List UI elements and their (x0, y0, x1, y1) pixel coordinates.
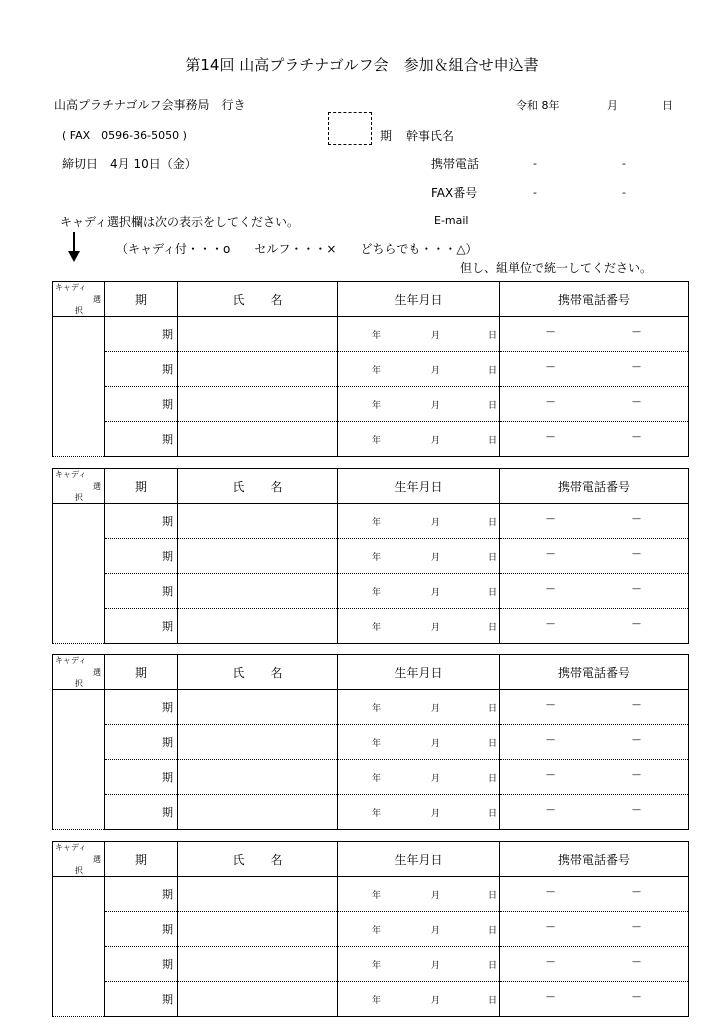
tel-dash-1: — (546, 549, 555, 559)
name-header-2: 名 (270, 852, 283, 867)
fax-dash-2: - (622, 186, 626, 199)
tel-dash-1: — (546, 957, 555, 967)
day-suffix: 日 (488, 891, 498, 901)
month-suffix: 月 (431, 436, 441, 446)
caddy-header-2: 選 (93, 295, 101, 304)
caddy-header-3: 択 (75, 493, 83, 502)
table-row (53, 947, 689, 982)
name-cell[interactable] (178, 795, 338, 830)
month-suffix: 月 (431, 926, 441, 936)
mobile-dash-1: - (533, 157, 537, 170)
month-suffix: 月 (431, 739, 441, 749)
name-cell[interactable] (178, 912, 338, 947)
year-suffix: 年 (372, 518, 382, 528)
table-row (53, 352, 689, 387)
dob-cell[interactable] (338, 795, 500, 830)
year-suffix: 年 (372, 623, 382, 633)
fax-dash-1: - (533, 186, 537, 199)
dob-cell[interactable] (338, 690, 500, 725)
tel-cell[interactable] (500, 912, 689, 947)
dob-header: 生年月日 (338, 842, 500, 877)
month-suffix: 月 (431, 518, 441, 528)
page-title: 第14回 山高プラチナゴルフ会 参加＆組合せ申込書 (185, 56, 539, 74)
term-cell[interactable] (105, 504, 178, 539)
caddy-select-cell[interactable] (53, 690, 105, 830)
name-header-1: 氏 (232, 665, 245, 680)
term-cell[interactable] (105, 912, 178, 947)
dob-cell[interactable] (338, 422, 500, 457)
dob-cell[interactable] (338, 947, 500, 982)
table-header-row (53, 655, 689, 690)
tel-dash-2: — (632, 397, 641, 407)
name-cell[interactable] (178, 422, 338, 457)
tel-dash-2: — (632, 619, 641, 629)
name-header-1: 氏 (232, 479, 245, 494)
name-cell[interactable] (178, 352, 338, 387)
tel-dash-1: — (546, 992, 555, 1002)
day-suffix: 日 (488, 704, 498, 714)
caddy-header-cell (53, 842, 105, 877)
name-cell[interactable] (178, 504, 338, 539)
term-suffix: 期 (162, 736, 173, 749)
term-suffix: 期 (162, 923, 173, 936)
day-suffix: 日 (488, 623, 498, 633)
month-suffix: 月 (431, 961, 441, 971)
term-cell[interactable] (105, 574, 178, 609)
name-header-2: 名 (270, 665, 283, 680)
month-suffix: 月 (431, 401, 441, 411)
tel-dash-2: — (632, 514, 641, 524)
term-cell[interactable] (105, 690, 178, 725)
term-header: 期 (105, 655, 178, 690)
day-suffix: 日 (488, 961, 498, 971)
year-suffix: 年 (372, 588, 382, 598)
term-cell[interactable] (105, 539, 178, 574)
deadline: 締切日 4月 10日（金） (62, 157, 197, 171)
term-header: 期 (105, 282, 178, 317)
day-suffix: 日 (488, 774, 498, 784)
month-suffix: 月 (431, 623, 441, 633)
name-cell[interactable] (178, 760, 338, 795)
name-cell[interactable] (178, 725, 338, 760)
dob-cell[interactable] (338, 760, 500, 795)
group-table-3 (52, 654, 689, 830)
day-suffix: 日 (488, 331, 498, 341)
table-header-row (53, 469, 689, 504)
table-row (53, 574, 689, 609)
year-suffix: 年 (372, 739, 382, 749)
name-header (178, 282, 338, 317)
term-suffix: 期 (162, 888, 173, 901)
year-suffix: 年 (372, 553, 382, 563)
email-label: E-mail (434, 214, 469, 227)
addressee: 山高プラチナゴルフ会事務局 行き (54, 98, 246, 112)
name-header-2: 名 (270, 292, 283, 307)
name-cell[interactable] (178, 574, 338, 609)
mobile-dash-2: - (622, 157, 626, 170)
month-suffix: 月 (431, 891, 441, 901)
tel-dash-2: — (632, 770, 641, 780)
name-cell[interactable] (178, 387, 338, 422)
table-row (53, 609, 689, 644)
year-suffix: 年 (372, 331, 382, 341)
caddy-header-2: 選 (93, 855, 101, 864)
table-header-row (53, 282, 689, 317)
day-suffix: 日 (488, 518, 498, 528)
name-cell[interactable] (178, 317, 338, 352)
term-cell[interactable] (105, 795, 178, 830)
term-header: 期 (105, 469, 178, 504)
day-suffix: 日 (488, 996, 498, 1006)
group-table-1 (52, 281, 689, 457)
name-cell[interactable] (178, 982, 338, 1017)
date-era: 令和 8年 (516, 99, 560, 112)
dob-cell[interactable] (338, 317, 500, 352)
tel-dash-2: — (632, 432, 641, 442)
year-suffix: 年 (372, 996, 382, 1006)
date-day: 日 (662, 99, 673, 112)
name-header-1: 氏 (232, 292, 245, 307)
dob-cell[interactable] (338, 539, 500, 574)
term-cell[interactable] (105, 760, 178, 795)
table-row (53, 422, 689, 457)
dob-header: 生年月日 (338, 469, 500, 504)
name-cell[interactable] (178, 947, 338, 982)
caddy-header-3: 択 (75, 866, 83, 875)
dob-header: 生年月日 (338, 655, 500, 690)
year-suffix: 年 (372, 891, 382, 901)
table-row (53, 387, 689, 422)
name-cell[interactable] (178, 609, 338, 644)
group-note: 但し、組単位で統一してください。 (460, 261, 653, 275)
month-suffix: 月 (431, 996, 441, 1006)
year-suffix: 年 (372, 401, 382, 411)
tel-cell[interactable] (500, 574, 689, 609)
term-label: 期 (380, 129, 393, 143)
dob-cell[interactable] (338, 504, 500, 539)
tel-dash-2: — (632, 584, 641, 594)
year-suffix: 年 (372, 704, 382, 714)
name-cell[interactable] (178, 690, 338, 725)
caddy-header-2: 選 (93, 482, 101, 491)
day-suffix: 日 (488, 401, 498, 411)
term-cell[interactable] (105, 725, 178, 760)
organizer-label: 幹事氏名 (406, 129, 455, 143)
tel-dash-1: — (546, 770, 555, 780)
caddy-header-2: 選 (93, 668, 101, 677)
tel-cell[interactable] (500, 690, 689, 725)
day-suffix: 日 (488, 366, 498, 376)
dob-cell[interactable] (338, 877, 500, 912)
tel-dash-1: — (546, 922, 555, 932)
tel-cell[interactable] (500, 760, 689, 795)
tel-cell[interactable] (500, 539, 689, 574)
tel-dash-2: — (632, 805, 641, 815)
caddy-select-cell[interactable] (53, 877, 105, 1017)
caddy-header-1: キャディ (55, 283, 87, 292)
day-suffix: 日 (488, 588, 498, 598)
month-suffix: 月 (431, 809, 441, 819)
tel-dash-1: — (546, 887, 555, 897)
term-input-box[interactable] (328, 112, 372, 145)
tel-header: 携帯電話番号 (500, 842, 689, 877)
caddy-header-1: キャディ (55, 843, 87, 852)
name-header-2: 名 (270, 479, 283, 494)
dob-cell[interactable] (338, 912, 500, 947)
caddy-instruction: キャディ選択欄は次の表示をしてください。 (60, 215, 300, 229)
date-month: 月 (607, 99, 618, 112)
tel-dash-1: — (546, 397, 555, 407)
tel-header: 携帯電話番号 (500, 469, 689, 504)
arrow-head-icon (68, 251, 80, 262)
tel-dash-1: — (546, 619, 555, 629)
tel-cell[interactable] (500, 317, 689, 352)
day-suffix: 日 (488, 926, 498, 936)
tel-dash-2: — (632, 887, 641, 897)
term-suffix: 期 (162, 958, 173, 971)
month-suffix: 月 (431, 588, 441, 598)
term-suffix: 期 (162, 328, 173, 341)
term-suffix: 期 (162, 620, 173, 633)
dob-cell[interactable] (338, 387, 500, 422)
tel-cell[interactable] (500, 877, 689, 912)
year-suffix: 年 (372, 961, 382, 971)
term-cell[interactable] (105, 317, 178, 352)
tel-dash-2: — (632, 549, 641, 559)
group-table-4 (52, 841, 689, 1017)
caddy-header-1: キャディ (55, 470, 87, 479)
term-suffix: 期 (162, 993, 173, 1006)
tel-dash-1: — (546, 805, 555, 815)
year-suffix: 年 (372, 436, 382, 446)
tel-header: 携帯電話番号 (500, 655, 689, 690)
name-header-1: 氏 (232, 852, 245, 867)
name-header (178, 469, 338, 504)
caddy-header-cell (53, 469, 105, 504)
term-suffix: 期 (162, 363, 173, 376)
fax-number: ( FAX 0596-36-5050 ) (62, 129, 187, 142)
tel-dash-1: — (546, 327, 555, 337)
tel-cell[interactable] (500, 795, 689, 830)
table-row (53, 795, 689, 830)
year-suffix: 年 (372, 809, 382, 819)
tel-dash-1: — (546, 514, 555, 524)
tel-dash-1: — (546, 700, 555, 710)
term-cell[interactable] (105, 947, 178, 982)
term-suffix: 期 (162, 398, 173, 411)
term-cell[interactable] (105, 982, 178, 1017)
name-header (178, 655, 338, 690)
caddy-header-cell (53, 655, 105, 690)
tel-dash-2: — (632, 992, 641, 1002)
month-suffix: 月 (431, 704, 441, 714)
tel-cell[interactable] (500, 947, 689, 982)
name-header (178, 842, 338, 877)
name-cell[interactable] (178, 877, 338, 912)
day-suffix: 日 (488, 809, 498, 819)
caddy-header-1: キャディ (55, 656, 87, 665)
table-header-row (53, 842, 689, 877)
tel-dash-2: — (632, 957, 641, 967)
symbol-legend: （キャディ付・・・o セルフ・・・× どちらでも・・・△） (116, 242, 478, 256)
dob-cell[interactable] (338, 609, 500, 644)
tel-cell[interactable] (500, 352, 689, 387)
term-suffix: 期 (162, 515, 173, 528)
mobile-label: 携帯電話 (431, 157, 480, 171)
table-row (53, 539, 689, 574)
tel-header: 携帯電話番号 (500, 282, 689, 317)
tel-dash-2: — (632, 327, 641, 337)
term-header: 期 (105, 842, 178, 877)
term-cell[interactable] (105, 387, 178, 422)
tel-cell[interactable] (500, 982, 689, 1017)
table-row (53, 725, 689, 760)
table-row (53, 317, 689, 352)
group-table-2 (52, 468, 689, 644)
table-row (53, 760, 689, 795)
caddy-header-3: 択 (75, 306, 83, 315)
tel-dash-2: — (632, 362, 641, 372)
term-cell[interactable] (105, 877, 178, 912)
caddy-select-cell[interactable] (53, 317, 105, 457)
term-cell[interactable] (105, 422, 178, 457)
term-suffix: 期 (162, 701, 173, 714)
caddy-header-3: 択 (75, 679, 83, 688)
table-row (53, 877, 689, 912)
table-row (53, 690, 689, 725)
month-suffix: 月 (431, 774, 441, 784)
tel-cell[interactable] (500, 422, 689, 457)
table-row (53, 504, 689, 539)
term-suffix: 期 (162, 585, 173, 598)
term-suffix: 期 (162, 771, 173, 784)
dob-cell[interactable] (338, 725, 500, 760)
tel-dash-2: — (632, 922, 641, 932)
tel-cell[interactable] (500, 504, 689, 539)
dob-cell[interactable] (338, 574, 500, 609)
year-suffix: 年 (372, 366, 382, 376)
tel-dash-1: — (546, 584, 555, 594)
term-cell[interactable] (105, 352, 178, 387)
tel-dash-1: — (546, 432, 555, 442)
table-row (53, 912, 689, 947)
day-suffix: 日 (488, 553, 498, 563)
caddy-header-cell (53, 282, 105, 317)
month-suffix: 月 (431, 331, 441, 341)
tel-cell[interactable] (500, 725, 689, 760)
tel-cell[interactable] (500, 609, 689, 644)
name-cell[interactable] (178, 539, 338, 574)
tel-dash-2: — (632, 700, 641, 710)
month-suffix: 月 (431, 366, 441, 376)
year-suffix: 年 (372, 774, 382, 784)
term-cell[interactable] (105, 609, 178, 644)
term-suffix: 期 (162, 806, 173, 819)
caddy-select-cell[interactable] (53, 504, 105, 644)
tel-dash-1: — (546, 362, 555, 372)
dob-cell[interactable] (338, 352, 500, 387)
dob-cell[interactable] (338, 982, 500, 1017)
term-suffix: 期 (162, 550, 173, 563)
year-suffix: 年 (372, 926, 382, 936)
tel-dash-1: — (546, 735, 555, 745)
dob-header: 生年月日 (338, 282, 500, 317)
day-suffix: 日 (488, 436, 498, 446)
term-suffix: 期 (162, 433, 173, 446)
month-suffix: 月 (431, 553, 441, 563)
tel-dash-2: — (632, 735, 641, 745)
fax-no-label: FAX番号 (431, 186, 478, 200)
day-suffix: 日 (488, 739, 498, 749)
tel-cell[interactable] (500, 387, 689, 422)
table-row (53, 982, 689, 1017)
